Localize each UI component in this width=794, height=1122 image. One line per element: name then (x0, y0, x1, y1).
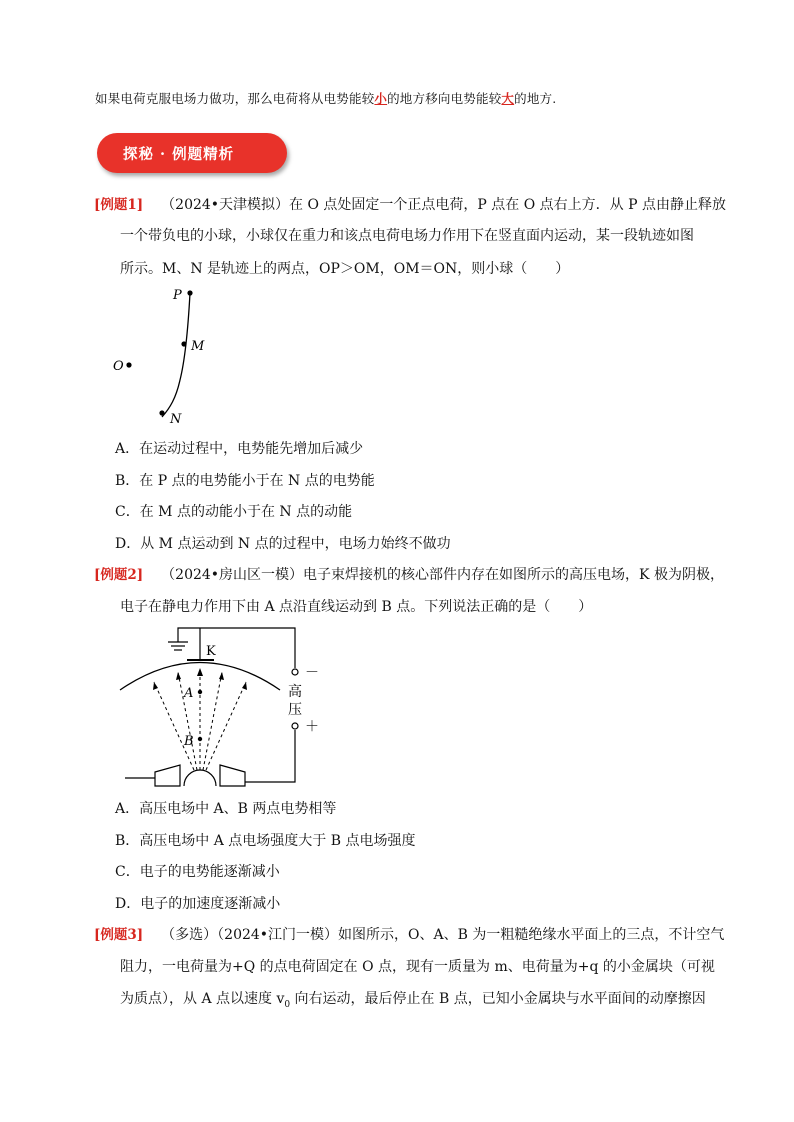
q1-option-b: B．在 P 点的电势能小于在 N 点的电势能 (115, 473, 375, 489)
q2-label: [例题2] (94, 567, 144, 583)
q1-label: [例题1] (94, 197, 144, 213)
q3-line2: 阻力，一电荷量为+Q 的点电荷固定在 O 点，现有一质量为 m、电荷量为+q 的小金属块（可视 (120, 959, 715, 975)
point-m (181, 341, 186, 346)
section-banner: 探秘 · 例题精析 (97, 133, 287, 173)
q3-line3: 为质点），从 A 点以速度 $v_0$ 向右运动，最后停止在 B 点，已知小金属块与水平面间的动摩擦因 (120, 991, 706, 1010)
q1-line1: （2024•天津模拟）在 O 点处固定一个正点电荷，P 点在 O 点右上方．从 P 点由静止释放 (161, 197, 727, 213)
terminal-negative (292, 669, 298, 675)
q1-first-line (94, 198, 726, 213)
q2-line2: 电子在静电力作用下由 A 点沿直线运动到 B 点。下列说法正确的是（ ） (120, 599, 593, 615)
q2-option-a: A．高压电场中 A、B 两点电势相等 (115, 801, 337, 817)
trajectory-curve (162, 293, 190, 417)
q2-line1: （2024•房山区一模）电子束焊接机的核心部件内存在如图所示的高压电场，K 极为阴极， (161, 567, 724, 583)
point-n (159, 410, 164, 415)
q2-field-figure (110, 620, 330, 790)
terminal-positive (292, 723, 298, 729)
anode-dome (184, 770, 216, 786)
label-high-voltage-2: 压 (288, 702, 302, 718)
label-minus: － (305, 665, 319, 681)
label-o: O (113, 359, 124, 374)
label-high-voltage-1: 高 (288, 684, 302, 700)
label-b: B (184, 734, 194, 749)
q2-option-c: C．电子的电势能逐渐减小 (115, 864, 280, 880)
q2-option-b: B．高压电场中 A 点电场强度大于 B 点电场强度 (115, 833, 416, 849)
point-b (198, 737, 202, 741)
q2-option-d: D．电子的加速度逐渐减小 (115, 896, 281, 912)
q3-line1: （多选）（2024•江门一模）如图所示，O、A、B 为一粗糙绝缘水平面上的三点，不计空气 (161, 927, 725, 943)
label-k: K (206, 644, 216, 659)
q3-first-line (94, 928, 724, 943)
label-m: M (191, 339, 205, 354)
q2-first-line (94, 568, 724, 583)
q1-line2: 一个带负电的小球，小球仅在重力和该点电荷电场力作用下在竖直面内运动，某一段轨迹如图 (120, 228, 694, 244)
point-a (198, 690, 202, 694)
highlight-small: 小 (374, 91, 388, 106)
label-p: P (173, 288, 182, 303)
label-a: A (184, 686, 194, 701)
q3-label: [例题3] (94, 927, 144, 943)
label-plus: ＋ (305, 719, 319, 735)
intro-text: 如果电荷克服电场力做功，那么电荷将从电势能较小的地方移向电势能较大的地方. (95, 91, 557, 106)
q1-option-d: D．从 M 点运动到 N 点的过程中，电场力始终不做功 (115, 536, 451, 552)
label-n: N (170, 412, 182, 427)
highlight-large: 大 (501, 91, 515, 106)
q1-line3: 所示。M、N 是轨迹上的两点，OP＞OM，OM＝ON，则小球（ ） (120, 261, 570, 277)
q1-trajectory-figure (100, 280, 250, 430)
q1-option-a: A．在运动过程中，电势能先增加后减少 (115, 441, 364, 457)
q1-option-c: C．在 M 点的动能小于在 N 点的动能 (115, 504, 353, 520)
point-o (126, 362, 131, 367)
point-p (187, 290, 192, 295)
